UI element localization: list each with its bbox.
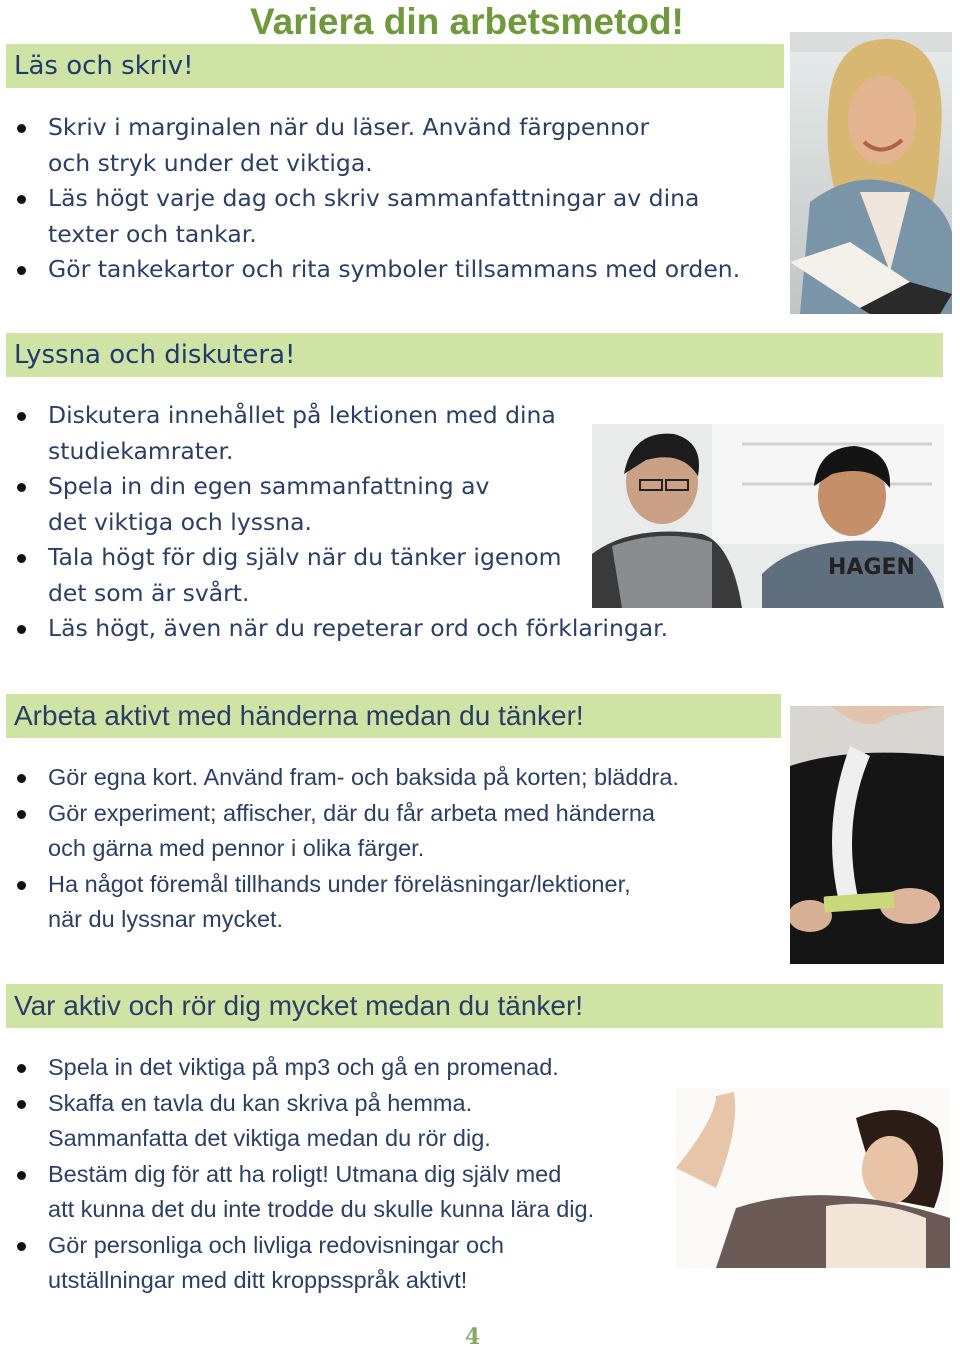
list-item: Spela in din egen sammanfattning av det viktiga och lyssna. <box>0 469 668 540</box>
page-number: 4 <box>465 1324 481 1350</box>
bullet-icon <box>17 1171 26 1180</box>
bullet-icon <box>17 266 26 275</box>
bullet-icon <box>17 412 26 421</box>
bullet-icon <box>17 774 26 783</box>
section-heading-listen-discuss <box>6 333 943 377</box>
list-item: Gör experiment; affischer, där du får arbeta med händerna och gärna med pennor i olika färger. <box>0 796 679 867</box>
photo-woman-reading <box>790 32 952 314</box>
list-item: Bestäm dig för att ha roligt! Utmana dig själv med att kunna det du inte trodde du skulle kunna lära dig. <box>0 1157 594 1228</box>
section-list-listen-discuss <box>0 398 668 647</box>
bullet-icon <box>17 1100 26 1109</box>
bullet-icon <box>17 881 26 890</box>
list-item: Spela in det viktiga på mp3 och gå en promenad. <box>0 1050 594 1086</box>
list-item: Gör tankekartor och rita symboler tillsammans med orden. <box>0 252 740 288</box>
section-list-move <box>0 1050 594 1299</box>
list-item: Tala högt för dig själv när du tänker igenom det som är svårt. <box>0 540 668 611</box>
bullet-icon <box>17 554 26 563</box>
list-item: Diskutera innehållet på lektionen med dina studiekamrater. <box>0 398 668 469</box>
photo-woman-whiteboard <box>676 1088 950 1268</box>
section-heading-read-write <box>6 44 784 88</box>
section-list-hands-on <box>0 760 679 938</box>
list-item: Skriv i marginalen när du läser. Använd färgpennor och stryk under det viktiga. <box>0 110 740 181</box>
section-heading-label: Arbeta aktivt med händerna medan du tänker! <box>14 700 584 731</box>
list-item: Läs högt, även när du repeterar ord och förklaringar. <box>0 611 668 647</box>
bullet-icon <box>17 124 26 133</box>
list-item: Gör personliga och livliga redovisningar och utställningar med ditt kroppsspråk aktivt! <box>0 1228 594 1299</box>
photo-hands-card <box>790 706 944 964</box>
bullet-icon <box>17 810 26 819</box>
section-list-read-write <box>0 110 740 288</box>
section-heading-label: Var aktiv och rör dig mycket medan du tänker! <box>14 990 584 1021</box>
section-heading-move <box>6 984 943 1028</box>
photo-two-students <box>592 424 944 608</box>
list-item: Ha något föremål tillhands under föreläsningar/lektioner, när du lyssnar mycket. <box>0 867 679 938</box>
bullet-icon <box>17 1064 26 1073</box>
section-heading-hands-on <box>6 694 781 738</box>
page-title: Variera din arbetsmetod! <box>250 1 684 42</box>
svg-text:HAGEN: HAGEN <box>828 555 915 580</box>
list-item: Skaffa en tavla du kan skriva på hemma. Sammanfatta det viktiga medan du rör dig. <box>0 1086 594 1157</box>
section-heading-label: Lyssna och diskutera! <box>14 340 296 370</box>
bullet-icon <box>17 195 26 204</box>
bullet-icon <box>17 1242 26 1251</box>
bullet-icon <box>17 625 26 634</box>
section-heading-label: Läs och skriv! <box>14 51 194 81</box>
bullet-icon <box>17 483 26 492</box>
list-item: Gör egna kort. Använd fram- och baksida på korten; bläddra. <box>0 760 679 796</box>
list-item: Läs högt varje dag och skriv sammanfattningar av dina texter och tankar. <box>0 181 740 252</box>
